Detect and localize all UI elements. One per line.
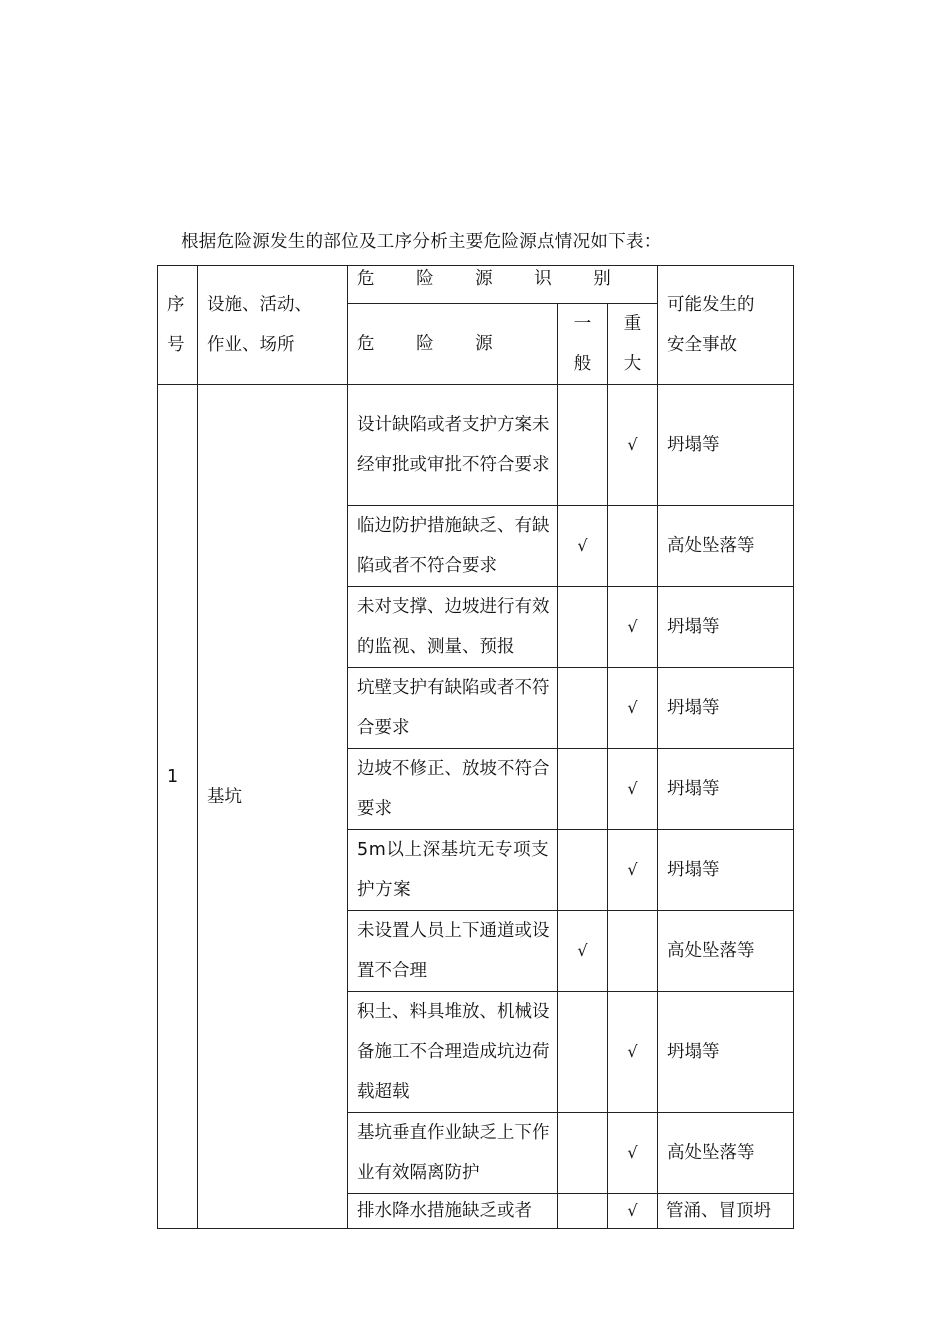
row-facility: 基坑 — [198, 385, 348, 1229]
header-major — [608, 304, 658, 385]
hazard-cell — [348, 668, 558, 749]
hazard-text: 基坑垂直作业缺乏上下作业有效隔离防护 — [357, 1123, 550, 1183]
general-mark — [558, 587, 608, 668]
hazard-text: 坑壁支护有缺陷或者不符合要求 — [357, 678, 550, 738]
general-mark: √ — [558, 911, 608, 992]
header-facility — [198, 266, 348, 385]
major-mark — [608, 506, 658, 587]
header-facility-line1: 设施、活动、 — [207, 295, 312, 315]
accident-cell: 坍塌等 — [658, 830, 794, 911]
general-mark — [558, 1194, 608, 1229]
header-identification — [348, 266, 658, 304]
major-mark: √ — [608, 1113, 658, 1194]
hazard-cell — [348, 587, 558, 668]
accident-cell: 坍塌等 — [658, 587, 794, 668]
header-no-line1: 序 — [167, 295, 185, 315]
header-accident — [658, 266, 794, 385]
table-row — [158, 385, 794, 506]
accident-cell: 坍塌等 — [658, 749, 794, 830]
general-mark — [558, 1113, 608, 1194]
header-general-line1: 一 — [573, 314, 592, 334]
header-identification-label: 危 险 源 识 别 — [357, 269, 629, 289]
hazard-cell — [348, 1113, 558, 1194]
header-accident-line1: 可能发生的 — [667, 295, 755, 315]
header-major-line1: 重 — [623, 314, 642, 334]
accident-cell: 高处坠落等 — [658, 1113, 794, 1194]
major-mark — [608, 911, 658, 992]
header-accident-line2: 安全事故 — [667, 335, 737, 355]
accident-cell: 高处坠落等 — [658, 911, 794, 992]
hazard-source-table — [157, 265, 794, 1229]
header-general-line2: 般 — [573, 354, 592, 374]
intro-text: 根据危险源发生的部位及工序分析主要危险源点情况如下表： — [181, 232, 662, 252]
hazard-text: 未设置人员上下通道或设置不合理 — [357, 921, 550, 981]
row-no: 1 — [158, 385, 198, 1229]
hazard-text: 未对支撑、边坡进行有效的监视、测量、预报 — [357, 597, 550, 657]
hazard-text: 5m以上深基坑无专项支护方案 — [357, 840, 550, 900]
general-mark — [558, 385, 608, 506]
hazard-text: 临边防护措施缺乏、有缺陷或者不符合要求 — [357, 516, 550, 576]
header-no-line2: 号 — [167, 335, 185, 355]
header-row-1 — [158, 266, 794, 304]
header-no — [158, 266, 198, 385]
general-mark — [558, 992, 608, 1113]
major-mark: √ — [608, 385, 658, 506]
general-mark — [558, 749, 608, 830]
hazard-cell — [348, 1194, 558, 1229]
header-hazard-label: 危 险 源 — [357, 334, 511, 354]
accident-cell: 坍塌等 — [658, 668, 794, 749]
major-mark: √ — [608, 668, 658, 749]
major-mark: √ — [608, 587, 658, 668]
hazard-text: 积土、料具堆放、机械设备施工不合理造成坑边荷载超载 — [357, 1002, 550, 1102]
general-mark: √ — [558, 506, 608, 587]
hazard-text: 边坡不修正、放坡不符合要求 — [357, 759, 550, 819]
accident-cell: 管涌、冒顶坍 — [658, 1194, 794, 1229]
hazard-text: 排水降水措施缺乏或者 — [357, 1201, 532, 1221]
general-mark — [558, 668, 608, 749]
major-mark: √ — [608, 992, 658, 1113]
major-mark: √ — [608, 830, 658, 911]
header-hazard — [348, 304, 558, 385]
hazard-cell — [348, 749, 558, 830]
accident-cell: 坍塌等 — [658, 992, 794, 1113]
hazard-cell — [348, 506, 558, 587]
header-general — [558, 304, 608, 385]
hazard-text: 设计缺陷或者支护方案未经审批或审批不符合要求 — [357, 415, 550, 475]
header-facility-line2: 作业、场所 — [207, 335, 295, 355]
hazard-cell — [348, 911, 558, 992]
header-major-line2: 大 — [623, 354, 642, 374]
hazard-cell — [348, 992, 558, 1113]
major-mark: √ — [608, 749, 658, 830]
accident-cell: 高处坠落等 — [658, 506, 794, 587]
major-mark: √ — [608, 1194, 658, 1229]
general-mark — [558, 830, 608, 911]
accident-cell: 坍塌等 — [658, 385, 794, 506]
hazard-cell — [348, 385, 558, 506]
hazard-cell — [348, 830, 558, 911]
